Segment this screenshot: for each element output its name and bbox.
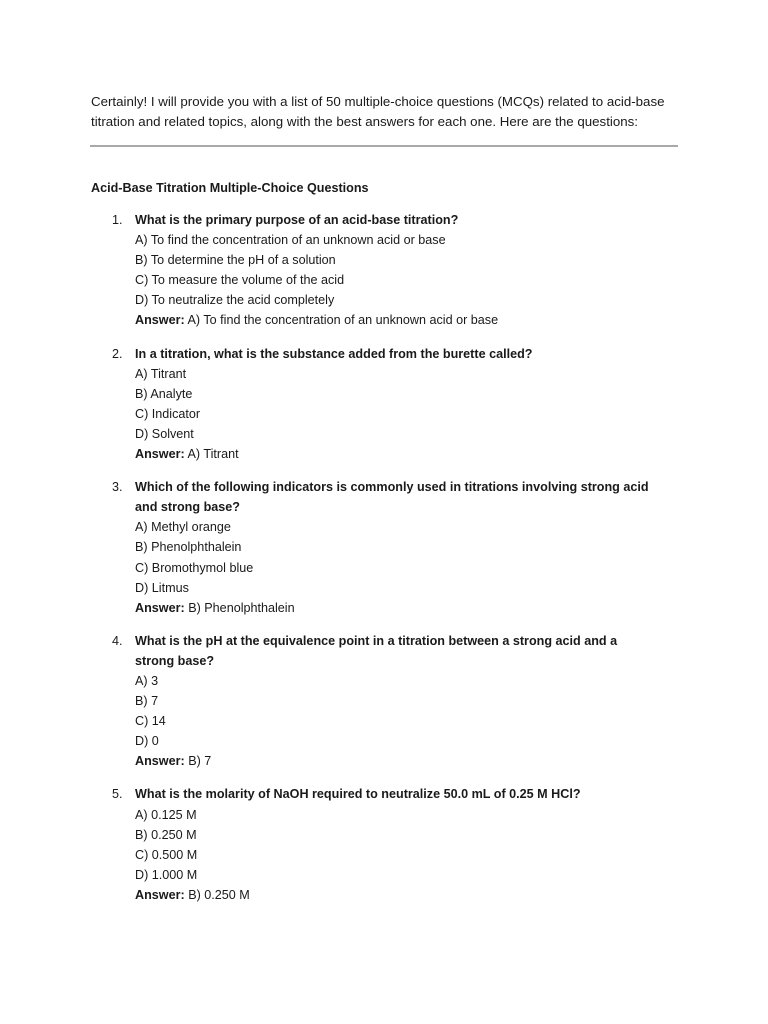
answer-label: Answer: <box>135 313 185 328</box>
answer-label: Answer: <box>135 887 185 902</box>
option-c: C) To measure the volume of the acid <box>135 273 345 288</box>
question-number: 3. <box>112 480 123 495</box>
question-text: What is the pH at the equivalence point in a titration between a strong acid and a strong base? <box>135 633 618 668</box>
answer-label: Answer: <box>135 754 185 769</box>
option-d: D) To neutralize the acid completely <box>135 293 335 308</box>
question-number: 2. <box>112 346 123 361</box>
answer-line <box>135 310 768 330</box>
question-list <box>0 210 768 918</box>
option-d: D) Litmus <box>135 580 189 595</box>
option-a: A) 0.125 M <box>135 807 197 822</box>
option-c: C) Bromothymol blue <box>135 560 254 575</box>
question-item <box>0 784 768 905</box>
question-item <box>0 631 768 772</box>
option-a: A) Methyl orange <box>135 520 231 535</box>
option-c: C) 14 <box>135 714 166 729</box>
question-number: 5. <box>112 787 123 802</box>
option-d: D) Solvent <box>135 426 194 441</box>
answer-value: B) 0.250 M <box>188 887 250 902</box>
question-item <box>0 210 768 331</box>
question-number: 4. <box>112 633 123 648</box>
option-c: C) 0.500 M <box>135 847 198 862</box>
option-a: A) To find the concentration of an unknown acid or base <box>135 233 446 248</box>
answer-line <box>135 444 768 464</box>
answer-value: A) To find the concentration of an unknown acid or base <box>187 313 499 328</box>
option-b: B) 0.250 M <box>135 827 197 842</box>
option-a: A) 3 <box>135 673 159 688</box>
answer-value: B) 7 <box>188 754 212 769</box>
answer-line <box>135 598 768 618</box>
section-title: Acid-Base Titration Multiple-Choice Questions <box>91 181 369 195</box>
question-text: What is the molarity of NaOH required to neutralize 50.0 mL of 0.25 M HCl? <box>135 787 581 802</box>
question-text: Which of the following indicators is commonly used in titrations involving strong acid and strong base? <box>135 480 649 515</box>
question-number: 1. <box>112 213 123 227</box>
option-a: A) Titrant <box>135 366 187 381</box>
answer-label: Answer: <box>135 447 185 462</box>
answer-line <box>135 751 768 771</box>
answer-line <box>135 885 768 905</box>
option-b: B) Phenolphthalein <box>135 540 242 555</box>
intro-paragraph: Certainly! I will provide you with a list of 50 multiple-choice questions (MCQs) related to acid-base titration and related topics, along with the best answers for each one. Here are the questions: <box>91 94 665 129</box>
option-c: C) Indicator <box>135 406 201 421</box>
question-text: In a titration, what is the substance added from the burette called? <box>135 346 533 361</box>
option-d: D) 0 <box>135 734 159 749</box>
option-b: B) Analyte <box>135 386 193 401</box>
option-b: B) To determine the pH of a solution <box>135 253 336 268</box>
question-item <box>0 344 768 465</box>
answer-value: B) Phenolphthalein <box>188 600 295 615</box>
question-text: What is the primary purpose of an acid-base titration? <box>135 213 459 227</box>
answer-label: Answer: <box>135 600 185 615</box>
horizontal-rule <box>90 145 678 147</box>
option-b: B) 7 <box>135 694 159 709</box>
question-item <box>0 477 768 618</box>
answer-value: A) Titrant <box>187 447 239 462</box>
option-d: D) 1.000 M <box>135 867 198 882</box>
